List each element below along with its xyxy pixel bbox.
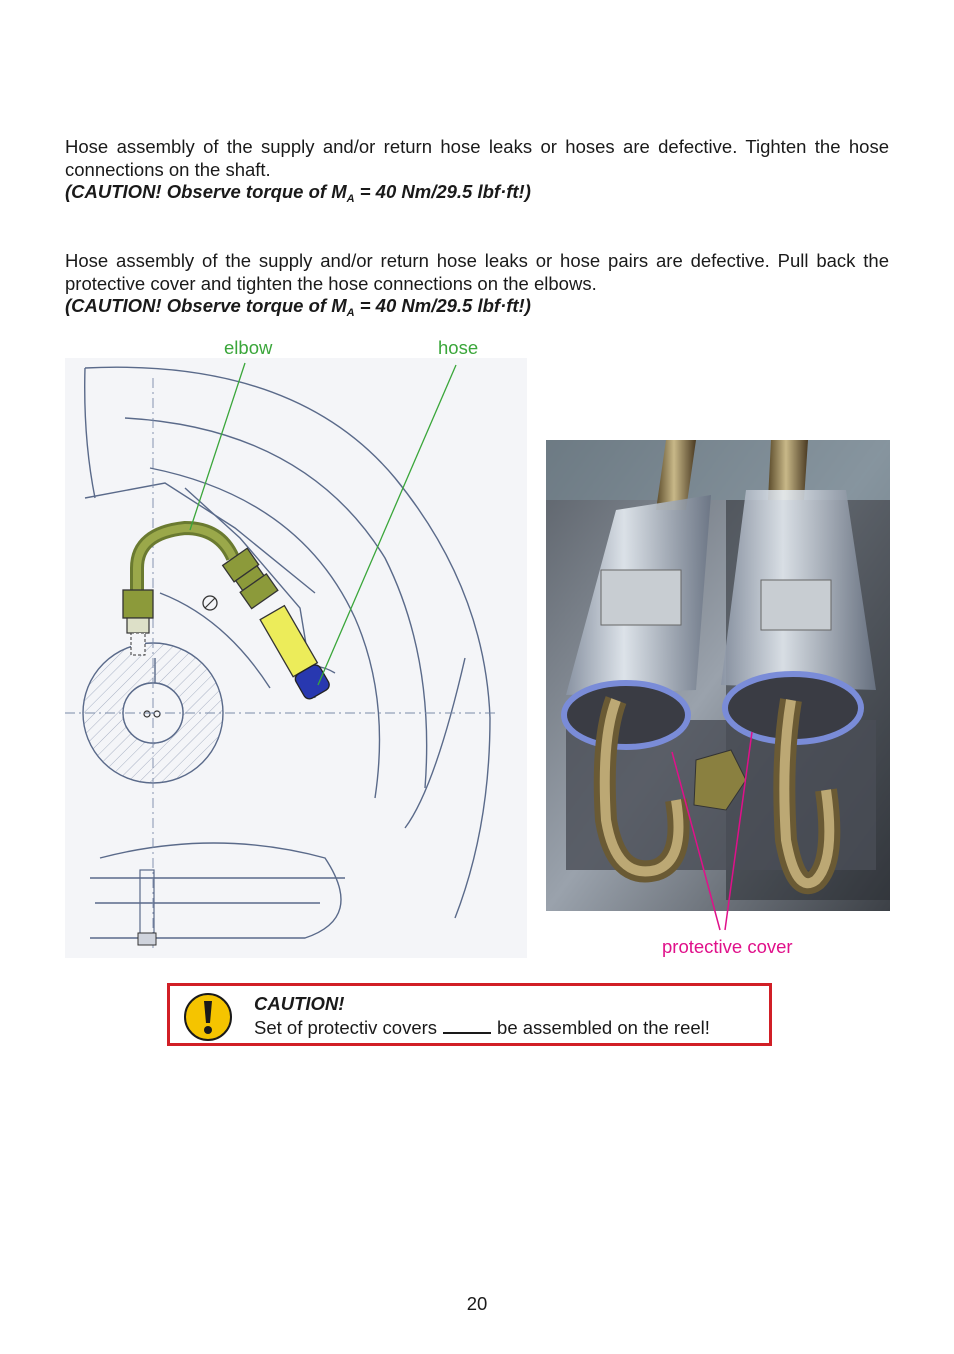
caution-box [167,983,772,1046]
paragraph-shaft-text: Hose assembly of the supply and/or return hose leaks or hoses are defective. Tighten the hose connections on the shaft. [65,136,889,180]
paragraph-elbows [65,250,889,318]
label-hose: hose [438,337,479,358]
exclamation-warning-icon [183,992,233,1042]
blank-line [443,1018,491,1034]
reel-technical-drawing [65,358,527,958]
torque-caution-shaft: (CAUTION! Observe torque of $M_A = 40$ Nm/29.5 lbf·ft!) [65,181,531,205]
paragraph-elbows-text: Hose assembly of the supply and/or return hose leaks or hose pairs are defective. Pull back the protective cover and tighten the hose connections on the elbows. [65,250,889,294]
label-elbow: elbow [224,337,273,358]
protective-cover-photo [546,440,890,911]
page-number: 20 [466,1293,488,1314]
label-protective-cover: protective cover [662,936,793,957]
caution-title: CAUTION! [254,993,345,1014]
paragraph-shaft [65,136,889,204]
caution-text: Set of protectiv covers be assembled on the reel! [254,1017,710,1038]
torque-caution-elbows: (CAUTION! Observe torque of $M_A = 40$ Nm/29.5 lbf·ft!) [65,295,531,319]
